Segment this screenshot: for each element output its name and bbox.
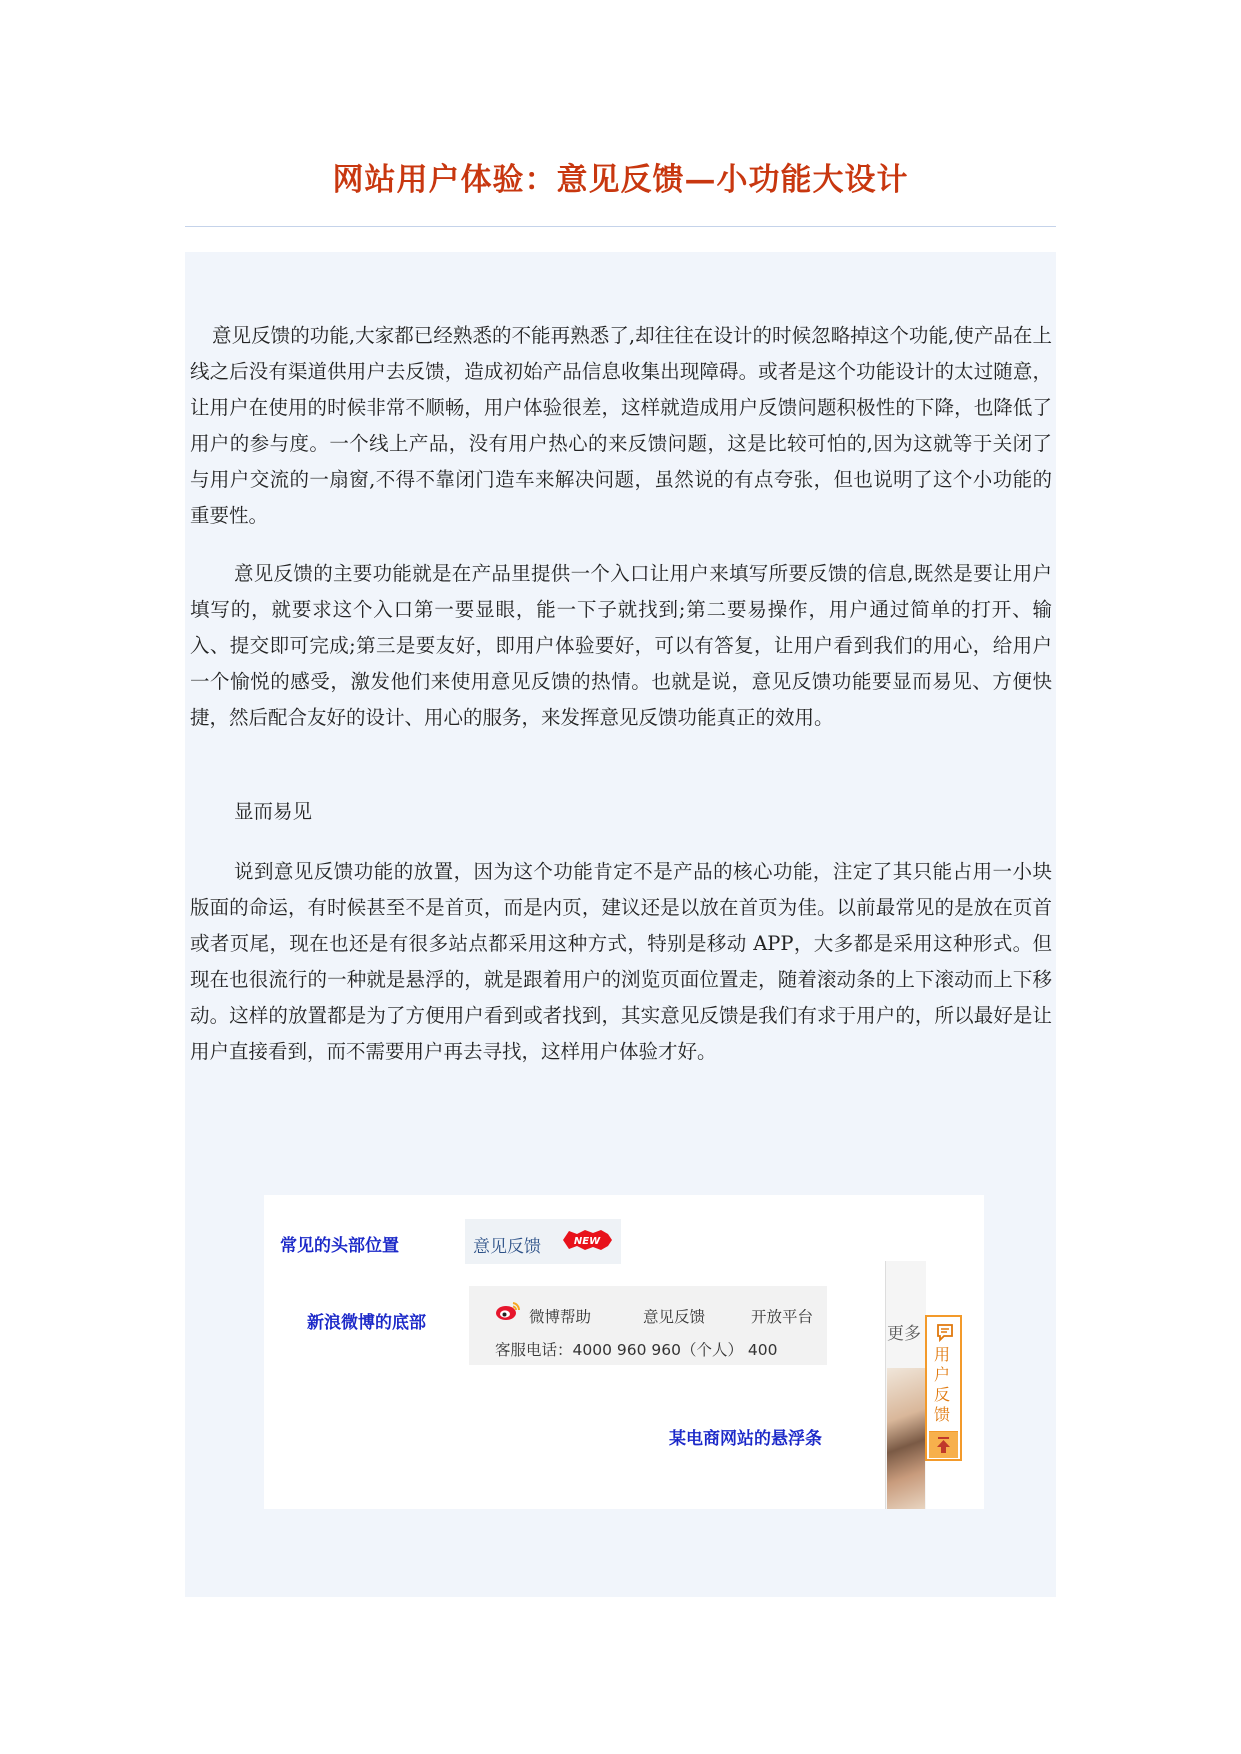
weibo-logo-icon <box>495 1300 521 1322</box>
floating-feedback-tab[interactable] <box>925 1315 962 1461</box>
article-paragraph-2: 意见反馈的主要功能就是在产品里提供一个入口让用户来填写所要反馈的信息,既然是要让用户填写的，就要求这个入口第一要显眼，能一下子就找到;第二要易操作，用户通过简单的打开、输入、提交即可完成;第三是要友好，即用户体验要好，可以有答复，让用户看到我们的用心，给用户一个愉悦的感受，激发他们来使用意见反馈的热情。也就是说，意见反馈功能要显而易见、方便快捷，然后配合友好的设计、用心的服务，来发挥意见反馈功能真正的效用。 <box>190 562 1052 729</box>
caption-header-position: 常见的头部位置 <box>280 1236 399 1256</box>
floating-more-text[interactable]: 更多 <box>887 1324 921 1344</box>
back-to-top-icon <box>929 1432 958 1458</box>
floating-feedback-label: 用户反馈 <box>934 1345 951 1424</box>
header-feedback-entry[interactable] <box>465 1219 621 1264</box>
section-heading-visible: 显而易见 <box>234 800 313 823</box>
product-photo-thumbnail <box>887 1368 925 1509</box>
caption-weibo-footer: 新浪微博的底部 <box>307 1313 426 1333</box>
header-feedback-link[interactable]: 意见反馈 <box>473 1237 541 1257</box>
weibo-open-platform-link[interactable]: 开放平台 <box>751 1308 814 1326</box>
page-title: 网站用户体验：意见反馈—小功能大设计 <box>332 162 909 198</box>
caption-floating-bar: 某电商网站的悬浮条 <box>669 1429 822 1449</box>
back-to-top-button[interactable] <box>929 1431 958 1458</box>
weibo-service-phone: 客服电话：4000 960 960（个人） 400 <box>495 1341 778 1359</box>
weibo-feedback-link[interactable]: 意见反馈 <box>643 1308 706 1326</box>
weibo-help-link[interactable]: 微博帮助 <box>529 1308 592 1326</box>
new-badge-text: NEW <box>573 1236 601 1247</box>
weibo-footer-bar <box>469 1286 827 1365</box>
article-paragraph-1: 意见反馈的功能,大家都已经熟悉的不能再熟悉了,却往往在设计的时候忽略掉这个功能,使产品在上线之后没有渠道供用户去反馈，造成初始产品信息收集出现障碍。或者是这个功能设计的太过随意，让用户在使用的时候非常不顺畅，用户体验很差，这样就造成用户反馈问题积极性的下降，也降低了用户的参与度。一个线上产品，没有用户热心的来反馈问题，这是比较可怕的,因为这就等于关闭了与用户交流的一扇窗,不得不靠闭门造车来解决问题，虽然说的有点夸张，但也说明了这个小功能的重要性。 <box>190 324 1052 527</box>
article-paragraph-3: 说到意见反馈功能的放置，因为这个功能肯定不是产品的核心功能，注定了其只能占用一小块版面的命运，有时候甚至不是首页，而是内页，建议还是以放在首页为佳。以前最常见的是放在页首或者页尾，现在也还是有很多站点都采用这种方式，特别是移动 APP，大多都是采用这种形式。但现在也很流行的一种就是悬浮的，就是跟着用户的浏览页面位置走，随着滚动条的上下滚动而上下移动。这样的放置都是为了方便用户看到或者找到，其实意见反馈是我们有求于用户的，所以最好是让用户直接看到，而不需要用户再去寻找，这样用户体验才好。 <box>190 860 1052 1063</box>
feedback-chat-icon <box>935 1323 955 1343</box>
feedback-placement-figure <box>264 1195 984 1509</box>
title-divider <box>185 226 1056 227</box>
new-badge-icon <box>561 1229 613 1251</box>
